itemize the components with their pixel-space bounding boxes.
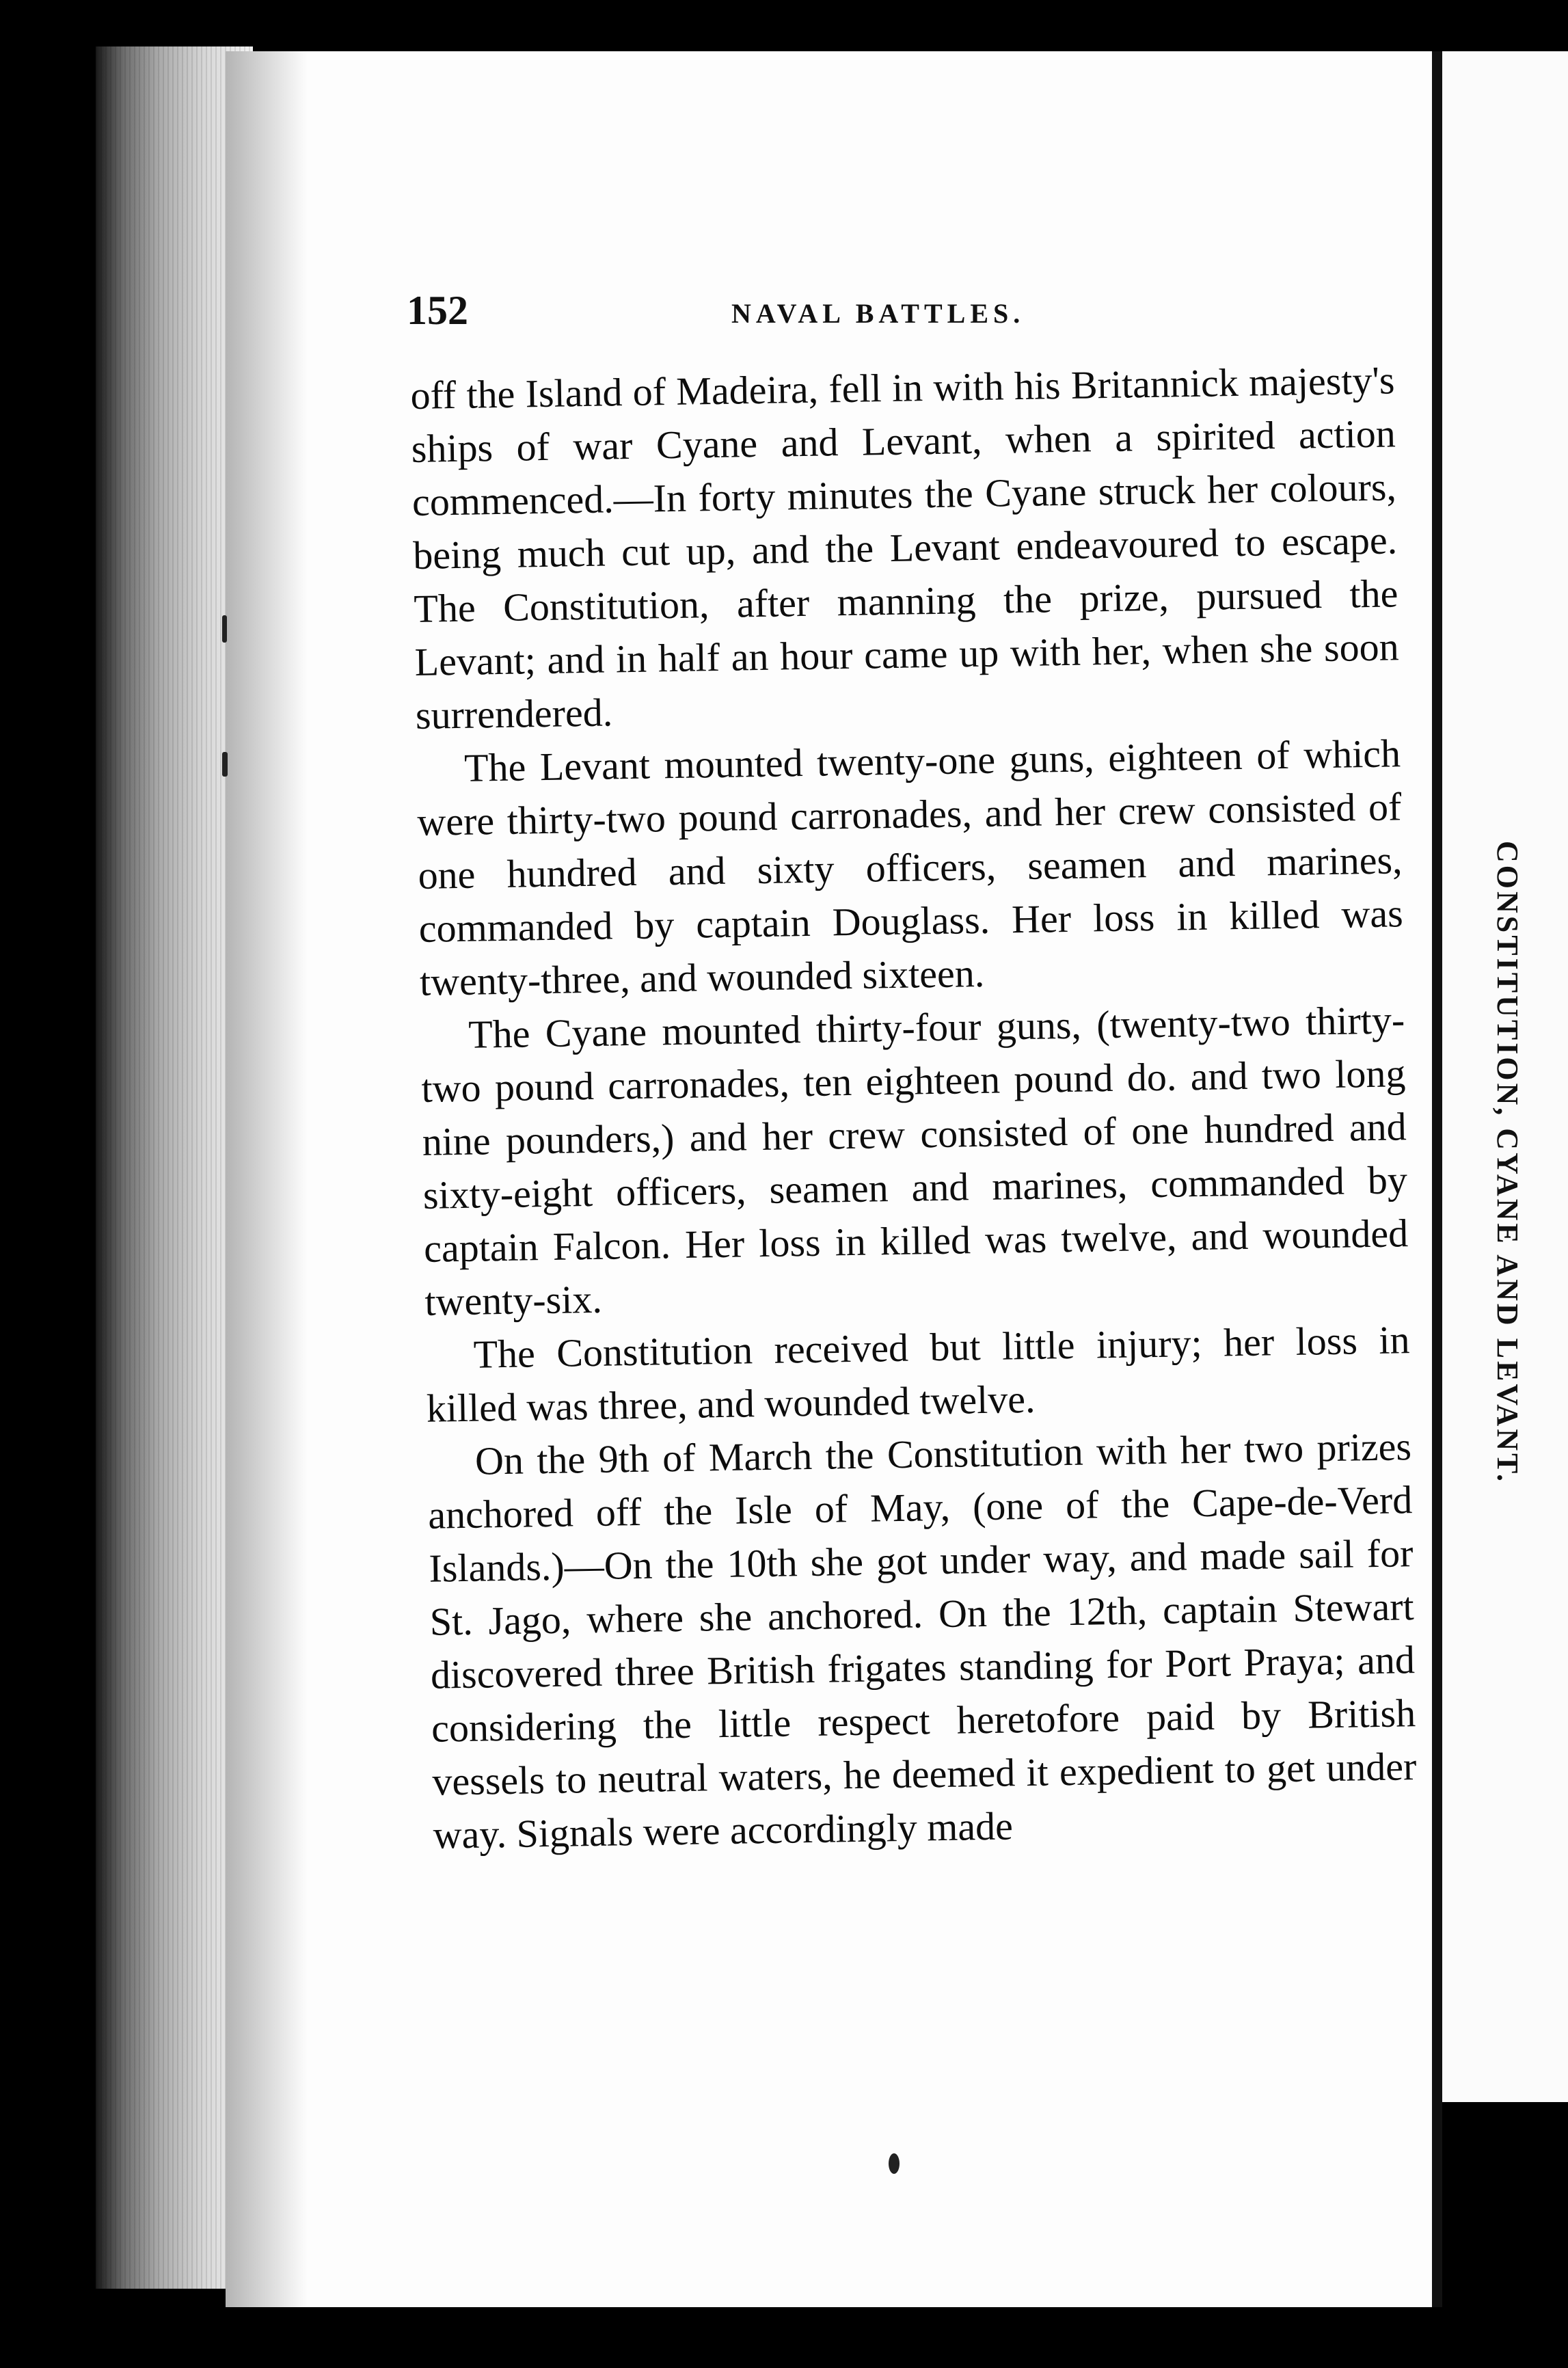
paragraph-2: The Levant mounted twenty-one guns, eighteen of which were thirty-two pound carronades, and her crew consisted of one hundred and sixty officers, seamen and marines, commanded by captain Douglass. Her loss in killed was twenty-three, and wounded sixteen. <box>416 731 1404 1004</box>
ink-speck <box>222 615 227 643</box>
paragraph-4: The Constitution received but little injury; her loss in killed was three, and wounded twelve. <box>426 1317 1410 1431</box>
paragraph-5: On the 9th of March the Constitution with her two prizes anchored off the Isle of May, (one of the Cape-de-Verd Islands.)—On the 10th she got under way, and made sail for St. Jago, where she anchored. On the 12th, captain Stewart discovered three British frigates standing for Port Praya; and considering the little respect heretofore paid by British vessels to neutral waters, he deemed it expedient to get under way. Signals were accordingly made <box>427 1424 1417 1857</box>
ink-speck <box>222 752 228 777</box>
running-head <box>407 287 1398 342</box>
ink-speck <box>889 2153 900 2174</box>
paragraph-3: The Cyane mounted thirty-four guns, (twenty-two thirty-two pound carronades, ten eighteen pound do. and two long nine pounders,) and her crew consisted of one hundred and sixty-eight officers, seamen and marines, commanded by captain Falcon. Her loss in killed was twelve, and wounded twenty-six. <box>421 997 1409 1324</box>
side-running-title: CONSTITUTION, CYANE AND LEVANT. <box>1491 841 1524 1485</box>
paragraph-1: off the Island of Madeira, fell in with his Britannick majesty's ships of war Cyane and Levant, when a spirited action commenced.—In forty minutes the Cyane struck her colours, being much cut up, and the Levant endeavoured to escape. The Constitution, after manning the prize, pursued the Levant; and in half an hour came up with her, when she soon surrendered. <box>410 358 1400 738</box>
page-divider <box>1432 51 1442 2307</box>
gutter-shadow <box>226 51 308 2307</box>
page-number: 152 <box>407 288 468 333</box>
running-head-title: NAVAL BATTLES. <box>731 298 1025 329</box>
body-text <box>410 353 1418 1861</box>
